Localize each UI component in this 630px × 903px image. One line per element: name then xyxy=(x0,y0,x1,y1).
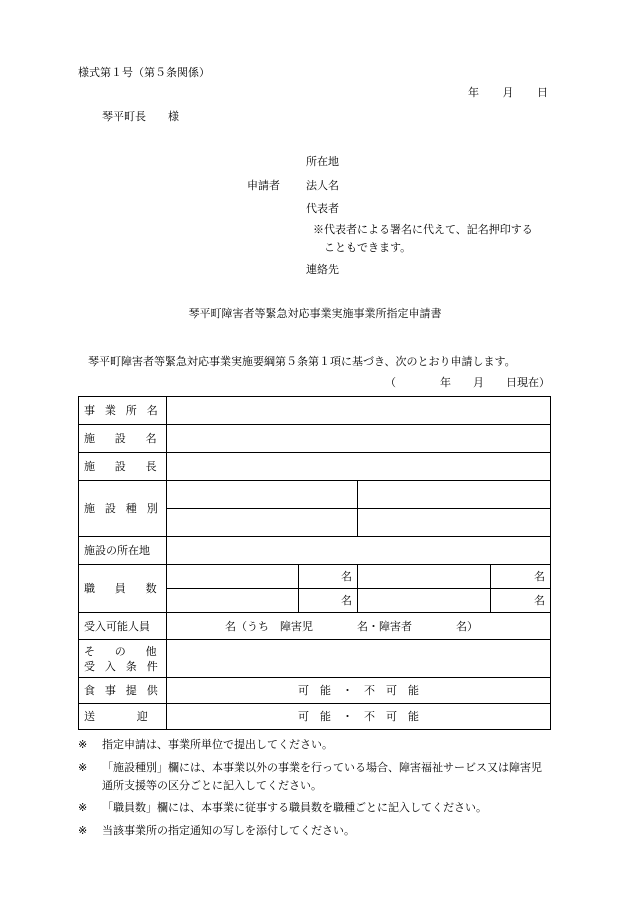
row-facility-type-1 xyxy=(79,481,551,509)
staff-unit-1a: 名 xyxy=(341,570,352,583)
meals-label: 食事提供 xyxy=(79,678,167,704)
note-mark-1: ※ xyxy=(78,738,88,751)
other-conditions-line1: その他 xyxy=(84,644,177,658)
note-mark-3: ※ xyxy=(78,801,88,814)
other-conditions-line2: 受入条件 xyxy=(84,659,168,673)
addressee: 琴平町長 様 xyxy=(102,110,179,123)
row-other-conditions xyxy=(79,640,551,678)
note-3 xyxy=(78,799,550,817)
note-mark-2: ※ xyxy=(78,761,88,774)
facility-type-field-1b[interactable] xyxy=(358,481,551,509)
intro-text: 琴平町障害者等緊急対応事業実施要綱第５条第１項に基づき、次のとおり申請します。 xyxy=(88,355,516,368)
facility-head-field[interactable] xyxy=(167,453,551,481)
staff-count-field-1a[interactable] xyxy=(299,565,358,589)
row-staff-1 xyxy=(79,565,551,589)
representative-label: 代表者 xyxy=(306,202,339,215)
corporation-name-label: 法人名 xyxy=(306,179,339,192)
note-text-1: 指定申請は、事業所単位で提出してください。 xyxy=(102,738,333,751)
office-name-field[interactable] xyxy=(167,397,551,425)
facility-type-field-2a[interactable] xyxy=(167,509,358,537)
meals-choice[interactable]: 可 能 ・ 不 可 能 xyxy=(167,678,551,704)
capacity-text: 名（うち 障害児 名・障害者 名） xyxy=(225,619,478,633)
facility-type-field-1a[interactable] xyxy=(167,481,358,509)
office-name-label: 事業所名 xyxy=(79,397,167,425)
staff-count-field-1b[interactable] xyxy=(491,565,551,589)
other-conditions-label xyxy=(79,640,177,678)
staff-job-field-1a[interactable] xyxy=(167,565,299,589)
row-facility-address xyxy=(79,537,551,565)
staff-count-field-2b[interactable] xyxy=(491,589,551,613)
facility-name-label: 施設名 xyxy=(79,425,167,453)
form-number: 様式第１号（第５条関係） xyxy=(78,66,210,79)
facility-head-label: 施設長 xyxy=(79,453,167,481)
as-of-date: （ 年 月 日現在） xyxy=(385,376,550,389)
staff-count-label: 職員数 xyxy=(79,565,167,613)
row-transport xyxy=(79,704,551,730)
date-line: 年 月 日 xyxy=(468,86,549,99)
capacity-field[interactable] xyxy=(167,613,551,640)
staff-unit-2b: 名 xyxy=(534,594,545,607)
staff-job-field-2a[interactable] xyxy=(167,589,299,613)
contact-label: 連絡先 xyxy=(306,263,339,276)
note-text-4: 当該事業所の指定通知の写しを添付してください。 xyxy=(102,824,355,837)
facility-type-field-2b[interactable] xyxy=(358,509,551,537)
staff-job-field-1b[interactable] xyxy=(358,565,491,589)
applicant-label: 申請者 xyxy=(247,179,280,192)
transport-label: 送迎 xyxy=(79,704,167,730)
staff-unit-1b: 名 xyxy=(534,570,545,583)
note-text-2: 「施設種別」欄には、本事業以外の事業を行っている場合、障害福祉サービス又は障害児通所支援等の区分ごとに記入してください。 xyxy=(102,761,542,792)
document-title: 琴平町障害者等緊急対応事業実施事業所指定申請書 xyxy=(188,307,442,320)
staff-unit-2a: 名 xyxy=(341,594,352,607)
note-1 xyxy=(78,736,550,754)
signature-note-line2: こともできます。 xyxy=(324,241,412,254)
note-4 xyxy=(78,822,550,840)
facility-name-field[interactable] xyxy=(167,425,551,453)
row-capacity xyxy=(79,613,551,640)
staff-count-field-2a[interactable] xyxy=(299,589,358,613)
transport-choice[interactable]: 可 能 ・ 不 可 能 xyxy=(167,704,551,730)
address-label: 所在地 xyxy=(306,155,339,168)
note-mark-4: ※ xyxy=(78,824,88,837)
signature-note-line1: ※代表者による署名に代えて、記名押印する xyxy=(313,223,533,236)
row-meals xyxy=(79,678,551,704)
row-facility-head xyxy=(79,453,551,481)
note-text-3: 「職員数」欄には、本事業に従事する職員数を職種ごとに記入してください。 xyxy=(102,801,487,814)
application-table xyxy=(78,396,551,730)
row-office-name xyxy=(79,397,551,425)
capacity-label: 受入可能人員 xyxy=(79,613,167,640)
row-facility-name xyxy=(79,425,551,453)
facility-address-field[interactable] xyxy=(167,537,551,565)
staff-job-field-2b[interactable] xyxy=(358,589,491,613)
other-conditions-field[interactable] xyxy=(167,640,551,678)
facility-address-label: 施設の所在地 xyxy=(79,537,167,565)
facility-type-label: 施設種別 xyxy=(79,481,167,537)
note-2 xyxy=(78,759,550,795)
